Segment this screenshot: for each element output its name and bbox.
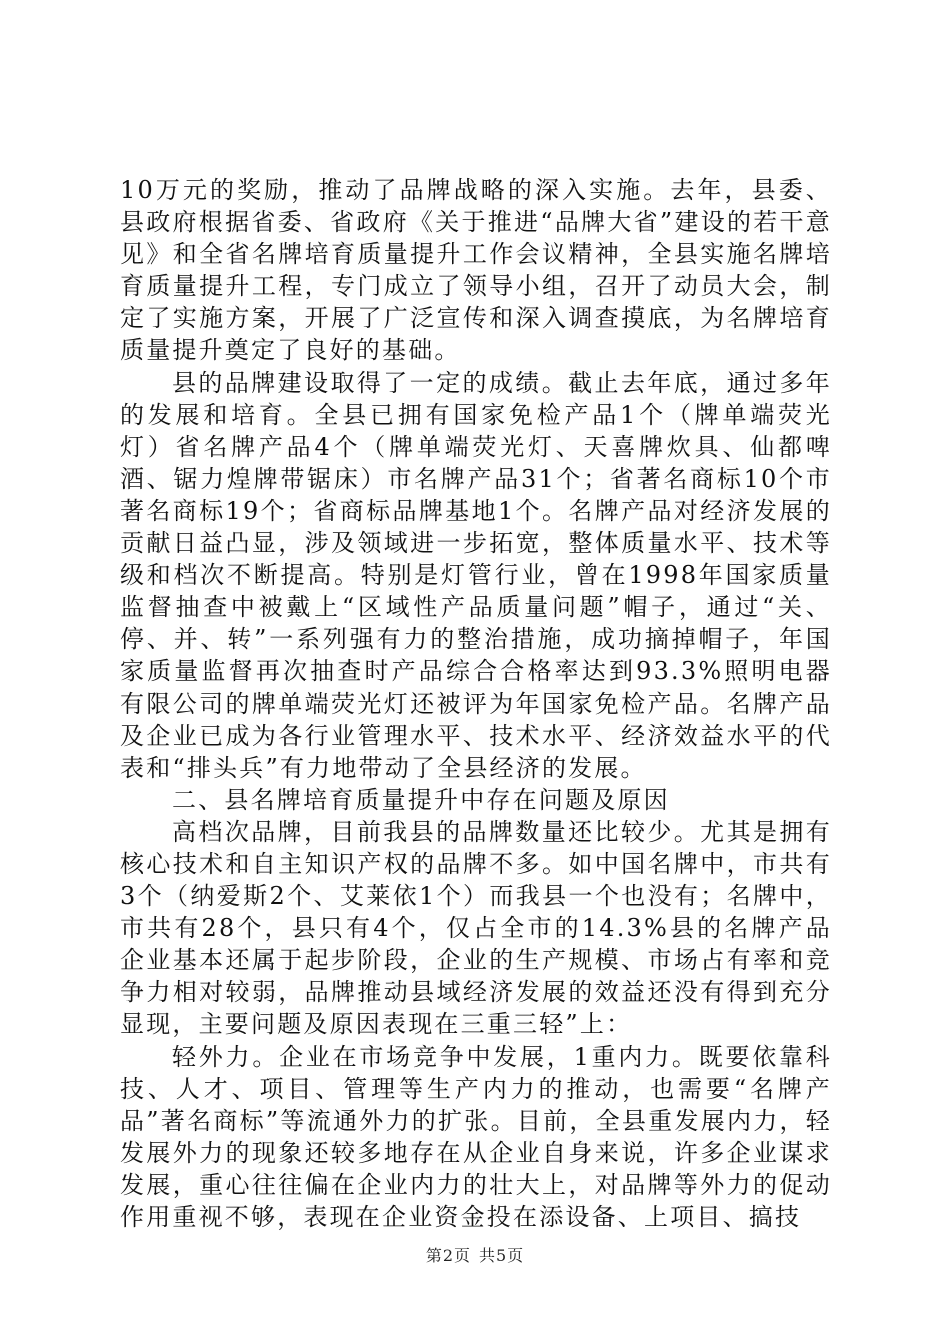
page-number: 第2页 [425,1246,471,1265]
paragraph-3: 高档次品牌，目前我县的品牌数量还比较少。尤其是拥有核心技术和自主知识产权的品牌不多。如中国名牌中，市共有3个（纳爱斯2个、艾莱依1个）而我县一个也没有；名牌中，市共有28个，县只有4个，仅占全市的14.3%县的名牌产品企业基本还属于起步阶段，企业的生产规模、市场占有率和竞争力相对较弱，品牌推动县域经济发展的效益还没有得到充分显现，主要问题及原因表现在三重三轻”上： [120,817,832,1039]
document-body [120,174,832,1233]
paragraph-1: 10万元的奖励，推动了品牌战略的深入实施。去年，县委、县政府根据省委、省政府《关于推进“品牌大省”建设的若干意见》和全省名牌培育质量提升工作会议精神，全县实施名牌培育质量提升工程，专门成立了领导小组，召开了动员大会，制定了实施方案，开展了广泛宣传和深入调查摸底，为名牌培育质量提升奠定了良好的基础。 [120,176,832,365]
section-heading: 二、县名牌培育质量提升中存在问题及原因 [172,785,670,814]
page-footer [0,1243,950,1266]
page-total: 共5页 [479,1246,525,1265]
paragraph-4: 轻外力。企业在市场竞争中发展，1重内力。既要依靠科技、人才、项目、管理等生产内力的推动，也需要“名牌产品”著名商标”等流通外力的扩张。目前，全县重发展内力，轻发展外力的现象还较多地存在从企业自身来说，许多企业谋求发展，重心往往偏在企业内力的壮大上，对品牌等外力的促动作用重视不够，表现在企业资金投在添设备、上项目、搞技 [120,1042,832,1231]
paragraph-2: 县的品牌建设取得了一定的成绩。截止去年底，通过多年的发展和培育。全县已拥有国家免检产品1个（牌单端荧光灯）省名牌产品4个（牌单端荧光灯、天喜牌炊具、仙都啤酒、锯力煌牌带锯床）市名牌产品31个；省著名商标10个市著名商标19个；省商标品牌基地1个。名牌产品对经济发展的贡献日益凸显，涉及领域进一步拓宽，整体质量水平、技术等级和档次不断提高。特别是灯管行业，曾在1998年国家质量监督抽查中被戴上“区域性产品质量问题”帽子，通过“关、停、并、转”一系列强有力的整治措施，成功摘掉帽子，年国家质量监督再次抽查时产品综合合格率达到93.3%照明电器有限公司的牌单端荧光灯还被评为年国家免检产品。名牌产品及企业已成为各行业管理水平、技术水平、经济效益水平的代表和“排头兵”有力地带动了全县经济的发展。 [120,368,832,782]
